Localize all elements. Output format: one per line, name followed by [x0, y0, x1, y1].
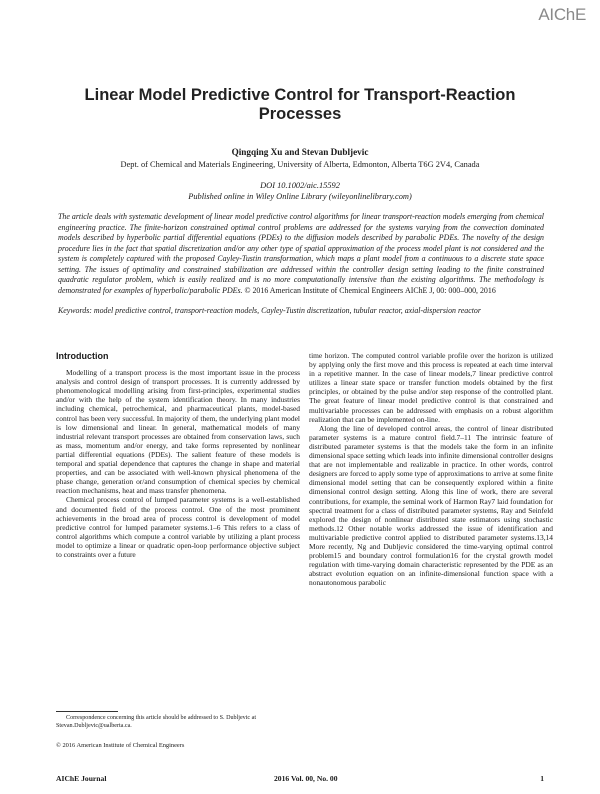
abstract-citation: AIChE J, 00: 000–000, 2016: [405, 285, 496, 295]
body-paragraph: Along the line of developed control areas, the control of linear distributed parameter systems is a mature control field.7–11 The intrinsic feature of distributed parameter systems is that the models take the form in an infinite dimensional space setting which leads into infinite dimensional controller designs that are not implementable and realizable in practice. In other words, control designers are forced to apply some type of approximations to arrive at some finite dimensional model setting that can be consequently explored within a finite dimensional control design setting. Along this line of work, there are several contributions, for example, the seminal work of Harmon Ray7 laid foundation for spectral treatment for a class of distributed parameter systems, Ray and Seinfeld explored the design of nonlinear distributed state estimators using stochastic methods.12 Other notable works addressed the issue of identification and multivariable predictive control applied to distributed parameter systems.13,14 More recently, Ng and Dubljevic considered the time-varying optimal control problem15 and boundary control formulation16 for the crystal growth model regulation with time-varying domain characteristic represented by the PDE as an abstract evolution equation on an infinite-dimensional function space with a nonautonomous parabolic: [309, 423, 553, 588]
left-column: [56, 352, 300, 559]
abstract: [58, 212, 544, 296]
paper-authors: Qingqing Xu and Stevan Dubljevic: [231, 147, 369, 157]
copyright-line: © 2016 American Institute of Chemical Engineers: [56, 742, 185, 749]
page-footer: [56, 774, 544, 786]
footer-journal-name: AIChE Journal: [56, 774, 107, 783]
publication-note: Published online in Wiley Online Library (wileyonlinelibrary.com): [188, 192, 412, 201]
footnote-divider: [56, 711, 118, 712]
correspondence-footnote: [56, 714, 300, 730]
paper-doi[interactable]: DOI 10.1002/aic.15592: [260, 181, 340, 190]
author-affiliation: Dept. of Chemical and Materials Engineering, University of Alberta, Edmonton, Alberta T6G 2V4, Canada: [120, 160, 480, 169]
abstract-text: The article deals with systematic development of linear model predictive control algorithms for linear transport-reaction models emerging from chemical engineering practice. The finite-horizon constrained optimal control problems are addressed for the systems varying from the convection dominated models described by hyperbolic partial differential equations (PDEs) to the diffusion models described by parabolic PDEs. The novelty of the design procedure lies in the fact that spatial discretization and/or any other type of spatial approximation of the process model plant is not considered and the system is completely captured with the proposed Cayley-Tustin transformation, which maps a plant model from a continuous to a discrete state space setting. The issues of optimality and constrained stabilization are addressed within the controller design setting leading to the finite constrained quadratic regulator problem, which is easily realized and is no more computationally intensive than the existing algorithms. The methodology is demonstrated for examples of hyperbolic/parabolic PDEs.: [58, 212, 544, 295]
section-heading-introduction: Introduction: [56, 351, 109, 361]
footer-issue: 2016 Vol. 00, No. 00: [274, 774, 338, 783]
keywords: Keywords: model predictive control, transport-reaction models, Cayley-Tustin discretization, tubular reactor, axial-dispersion reactor: [58, 306, 481, 315]
body-paragraph: Modelling of a transport process is the most important issue in the process analysis and control design of transport processes. It is currently addressed by phenomenological modelling arising from first-principles, experimental studies and/or with the help of the system identification theory. In many industries including chemical, petrochemical, and pharmaceutical plants, model-based control has been very successful. In majority of them, the underlying plant model is low dimensional and linear. In general, mathematical models of many industrial relevant transport processes are obtained from conservation laws, such as mass, momentum and/or energy, and take forms represented by nonlinear partial differential equations (PDEs). The salient feature of these models is temporal and spatial dependence that captures the change in shape and material properties, and can be associated with well-known physical phenomena of the phase change, generation or/and consumption of chemical species by chemical reaction mechanisms, heat and mass transfer phenomena.: [56, 368, 300, 496]
paper-title: Linear Model Predictive Control for Transport-Reaction Processes: [84, 86, 516, 123]
body-paragraph: Chemical process control of lumped parameter systems is a well-established and documented field of the process control. One of the most prominent achievements in the broad area of process control is development of model predictive control for lumped parameter systems.1–6 This refers to a class of control algorithms which compute a control variable by utilizing a plant process model to optimize a linear or quadratic open-loop performance objective subject to constraints over a future: [56, 495, 300, 559]
journal-logo: AIChE: [538, 5, 586, 24]
right-column: [309, 351, 553, 771]
page-number: 1: [540, 774, 544, 783]
body-paragraph: time horizon. The computed control variable profile over the horizon is utilized by applying only the first move and this process is repeated at each time interval in a repetitive manner. In the case of linear models,7 linear predictive control utilizes a linear state space or transfer function models obtained by the first principles, or obtained by the pulse and/or step response of the controlled plant. The great feature of linear model predictive control is that constrained and multivariable processes can be addressed with emphasis on a robust algorithm realization that can be implemented on-line.: [309, 351, 553, 424]
footnote-text: Correspondence concerning this article should be addressed to S. Dubljevic at Stevan.Dubljevic@ualberta.ca.: [56, 715, 257, 729]
abstract-copyright: © 2016 American Institute of Chemical Engineers: [244, 285, 404, 295]
